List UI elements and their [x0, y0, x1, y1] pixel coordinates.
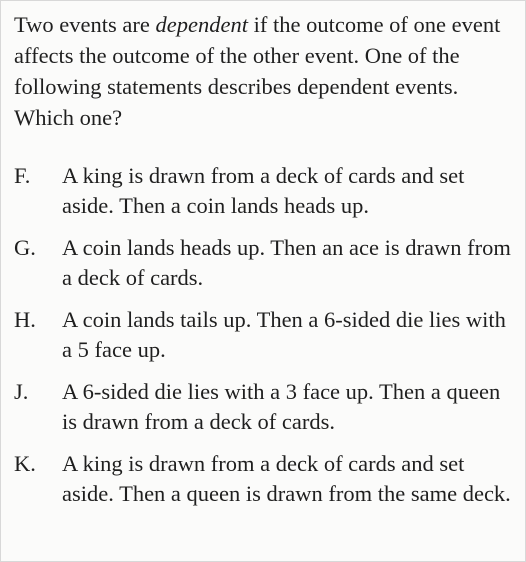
choice-letter: H. [14, 307, 36, 332]
question-emphasis: dependent [155, 12, 248, 37]
choice-letter: F. [14, 163, 31, 188]
choice-f[interactable] [14, 161, 519, 221]
choice-text: A 6-sided die lies with a 3 face up. Then a queen is drawn from a deck of cards. [62, 379, 501, 434]
question-suffix: if the outcome of one event affects the outcome of the other event. One of the following statements describes dependent events. Which one? [14, 12, 501, 130]
choice-letter: J. [14, 379, 29, 404]
choice-text: A king is drawn from a deck of cards and set aside. Then a coin lands heads up. [62, 163, 465, 218]
question-prefix: Two events are [14, 12, 156, 37]
choice-j[interactable] [14, 377, 519, 437]
choice-g[interactable] [14, 233, 519, 293]
choice-text: A king is drawn from a deck of cards and set aside. Then a queen is drawn from the same deck. [62, 451, 511, 506]
choice-letter: K. [14, 451, 36, 476]
choice-text: A coin lands heads up. Then an ace is drawn from a deck of cards. [62, 235, 511, 290]
question-text [14, 9, 514, 133]
answer-choices [14, 161, 519, 521]
choice-h[interactable] [14, 305, 519, 365]
choice-text: A coin lands tails up. Then a 6-sided die lies with a 5 face up. [62, 307, 506, 362]
choice-letter: G. [14, 235, 36, 260]
choice-k[interactable] [14, 449, 519, 509]
